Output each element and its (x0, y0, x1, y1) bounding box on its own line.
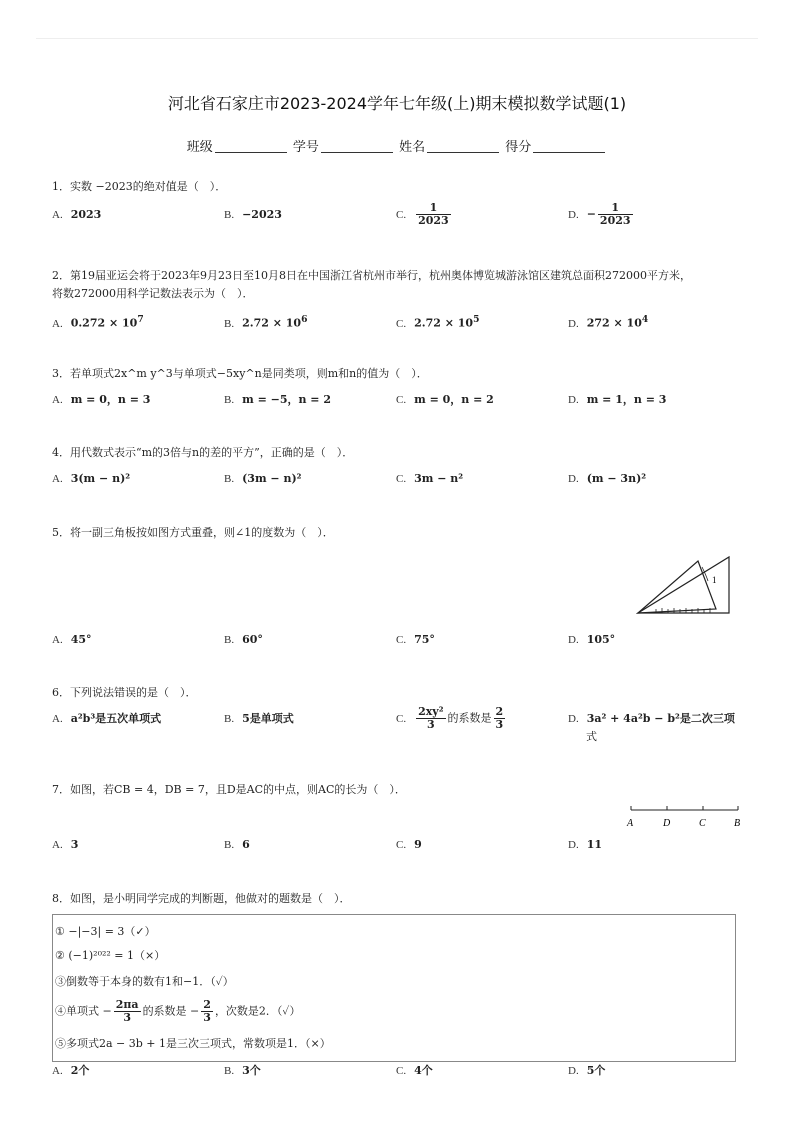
field-name: 姓名 (399, 140, 426, 155)
q8-option-b[interactable]: B. 3个 (224, 1064, 261, 1077)
question-6-options (52, 705, 752, 750)
q1-option-d[interactable]: D. − $\frac{1}{2023}$ (568, 201, 631, 227)
point-b-label: B (734, 818, 741, 829)
question-5-stem: 5．将一副三角板按如图方式重叠，则∠1的度数为（ ）． (52, 526, 334, 539)
top-rule (36, 38, 758, 39)
q8-option-c[interactable]: C. 4个 (396, 1064, 433, 1077)
question-2-options (52, 311, 752, 331)
question-1-stem: 1．实数 −2023的绝对值是（ ）． (52, 180, 227, 193)
q4-option-b[interactable]: B. (3m − n)² (224, 472, 302, 485)
page-title: 河北省石家庄市2023-2024学年七年级(上)期末模拟数学试题(1) (167, 94, 627, 113)
score-blank[interactable] (533, 139, 605, 153)
q5-option-a[interactable]: A. 45° (52, 633, 92, 646)
q7-option-c[interactable]: C. 9 (396, 838, 422, 851)
judgment-line-3: ③倒数等于本身的数有1和−1．（✓） (55, 975, 234, 988)
question-8-stem: 8．如图，是小明同学完成的判断题，他做对的题数是（ ）． (52, 892, 351, 905)
question-7-stem: 7．如图，若CB = 4，DB = 7，且D是AC的中点，则AC的长为（ ）． (52, 783, 406, 796)
question-3-options (52, 391, 752, 411)
q2-option-c[interactable]: C. $2.72 \times 10^5$ (396, 314, 480, 330)
question-8-options (52, 1062, 752, 1082)
q3-option-d[interactable]: D. m = 1，n = 3 (568, 393, 667, 406)
q1-option-c[interactable]: C. $\frac{1}{2023}$ (396, 201, 449, 227)
field-score: 得分 (505, 140, 532, 155)
question-4-options (52, 470, 752, 490)
triangle-rulers-figure (636, 553, 732, 617)
q1-option-a[interactable]: A. 2023 (52, 208, 102, 221)
q6-option-a[interactable]: A. a²b³是五次单项式 (52, 712, 162, 725)
judgment-line-5: ⑤多项式2a − 3b + 1是三次三项式，常数项是1．（×） (55, 1037, 331, 1050)
point-d-label: D (663, 818, 671, 829)
student-info-fields (0, 136, 794, 155)
class-blank[interactable] (215, 139, 287, 153)
q6-option-b[interactable]: B. 5是单项式 (224, 712, 294, 725)
number-blank[interactable] (321, 139, 393, 153)
judgment-line-4: ④单项式 − $\frac{2\pi a}{3}$ 的系数是 − $\frac{2}{3}$ ，次数是2．（✓） (55, 998, 301, 1024)
field-number: 学号 (292, 140, 319, 155)
q5-option-c[interactable]: C. 75° (396, 633, 435, 646)
question-5-options (52, 631, 752, 651)
name-blank[interactable] (427, 139, 499, 153)
question-7-options (52, 836, 752, 856)
q8-option-a[interactable]: A. 2个 (52, 1064, 90, 1077)
question-4-stem: 4．用代数式表示“m的3倍与n的差的平方”，正确的是（ ）． (52, 446, 354, 459)
q4-option-d[interactable]: D. (m − 3n)² (568, 472, 647, 485)
point-c-label: C (699, 818, 706, 829)
q3-option-a[interactable]: A. m = 0，n = 3 (52, 393, 151, 406)
question-2-stem: 2．第19届亚运会将于2023年9月23日至10月8日在中国浙江省杭州市举行，杭州奥体博览城游泳馆区建筑总面积272000平方米， (52, 269, 691, 282)
q7-option-a[interactable]: A. 3 (52, 838, 79, 851)
q2-option-b[interactable]: B. $2.72 \times 10^6$ (224, 314, 308, 330)
q2-option-d[interactable]: D. $272 \times 10^4$ (568, 314, 649, 330)
line-segment-figure (622, 802, 746, 830)
q2-option-a[interactable]: A. $0.272 \times 10^7$ (52, 314, 144, 330)
angle-1-label: 1 (712, 575, 717, 585)
q6-option-d[interactable]: D. 3a² + 4a²b − b²是二次三项 式 (568, 712, 735, 743)
judgment-line-2: ② (−1)²⁰²² = 1（×） (55, 949, 166, 962)
q7-option-d[interactable]: D. 11 (568, 838, 603, 851)
q1-option-b[interactable]: B. −2023 (224, 208, 282, 221)
question-6-stem: 6．下列说法错误的是（ ）． (52, 686, 197, 699)
judgment-box (52, 914, 736, 1062)
point-a-label: A (627, 818, 634, 829)
q8-option-d[interactable]: D. 5个 (568, 1064, 606, 1077)
field-class: 班级 (186, 140, 213, 155)
q4-option-a[interactable]: A. 3(m − n)² (52, 472, 131, 485)
q4-option-c[interactable]: C. 3m − n² (396, 472, 464, 485)
q3-option-c[interactable]: C. m = 0，n = 2 (396, 393, 494, 406)
question-1-options (52, 201, 752, 227)
judgment-line-1: ① −|−3| = 3（✓） (55, 925, 156, 938)
q5-option-b[interactable]: B. 60° (224, 633, 263, 646)
q6-option-c[interactable]: C. $\frac{\text{2xy²}}{3}$ 的系数是 $\frac{2}{3}$ (396, 705, 504, 731)
q3-option-b[interactable]: B. m = −5，n = 2 (224, 393, 332, 406)
question-3-stem: 3．若单项式2x^m y^3与单项式−5xy^n是同类项，则m和n的值为（ ）． (52, 367, 428, 380)
triangle-ruler-30-60 (638, 557, 729, 613)
q5-option-d[interactable]: D. 105° (568, 633, 616, 646)
q7-option-b[interactable]: B. 6 (224, 838, 250, 851)
question-2-stem-continued: 将数272000用科学记数法表示为（ ）． (52, 287, 254, 300)
